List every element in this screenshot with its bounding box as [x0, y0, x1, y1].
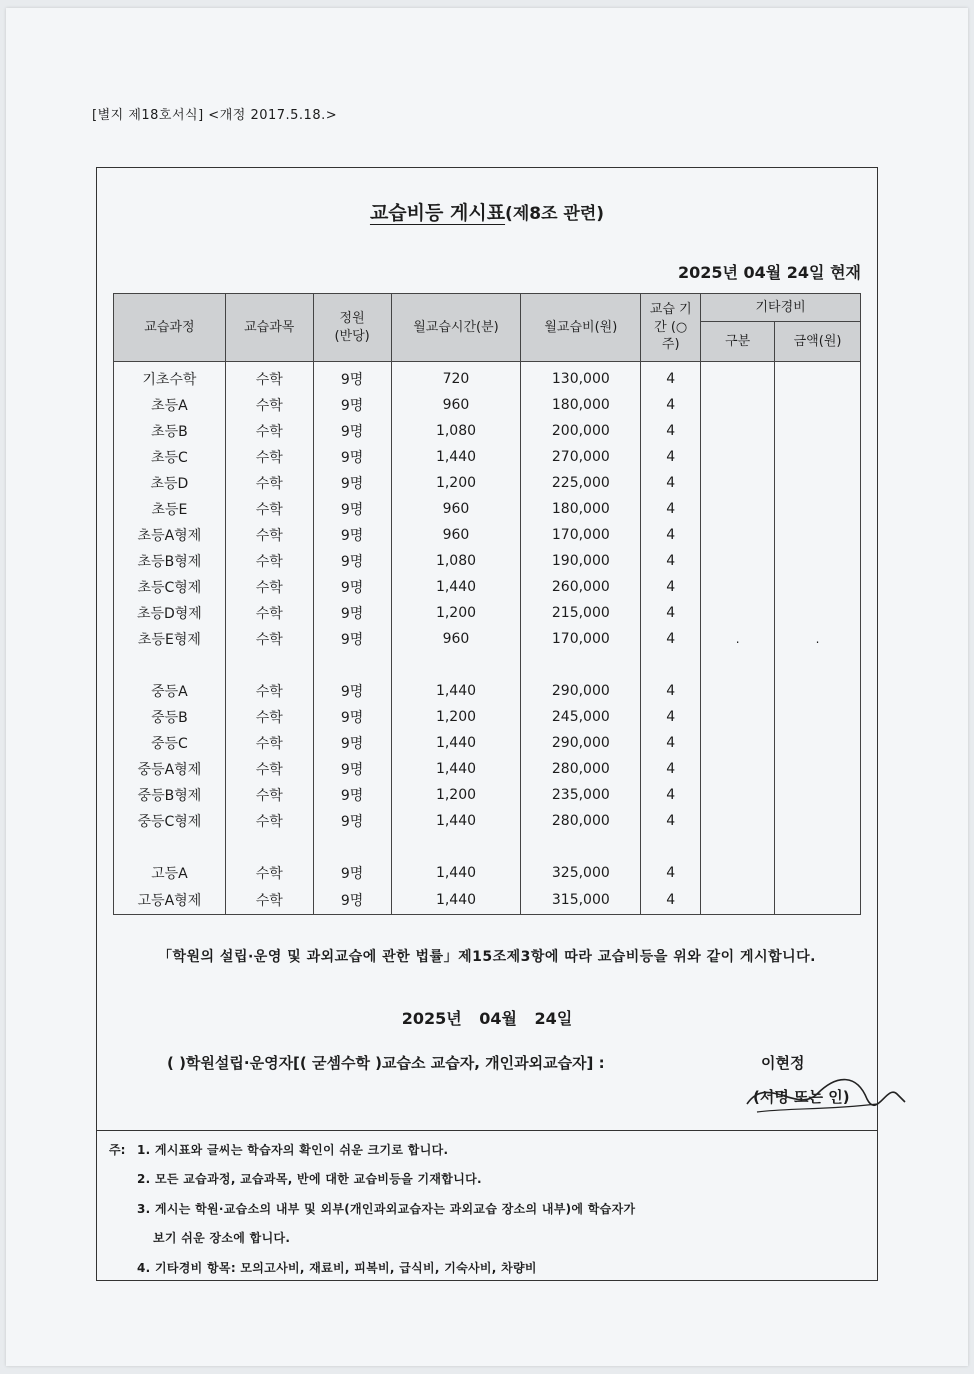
legal-statement: 「학원의 설립·운영 및 과외교습에 관한 법률」제15조제3항에 따라 교습비등을 위와 같이 게시합니다.: [157, 949, 816, 965]
table-cell-course: 초등E: [114, 496, 226, 522]
table-cell: [701, 834, 775, 860]
table-cell-capacity: 9명: [313, 808, 391, 834]
table-cell-category: [701, 418, 775, 444]
table-cell-amount: [775, 678, 861, 704]
table-cell-course: 중등B형제: [114, 782, 226, 808]
table-cell-amount: [775, 574, 861, 600]
table-cell-amount: [775, 704, 861, 730]
table-cell-subject: 수학: [225, 496, 313, 522]
table-cell: [391, 834, 521, 860]
table-cell: [641, 652, 701, 678]
table-cell-minutes: 1,080: [391, 548, 521, 574]
table-cell-minutes: 1,440: [391, 730, 521, 756]
table-cell-category: [701, 704, 775, 730]
table-gap-row: [114, 652, 861, 678]
as-of-date: 2025년 04월 24일 현재: [677, 263, 861, 282]
table-cell-amount: [775, 522, 861, 548]
note-item: 2. 모든 교습과정, 교습과목, 반에 대한 교습비등을 기재합니다.: [137, 1172, 482, 1186]
table-cell-amount: [775, 548, 861, 574]
table-cell-minutes: 1,440: [391, 444, 521, 470]
table-cell-course: 중등A형제: [114, 756, 226, 782]
table-cell-fee: 315,000: [521, 886, 641, 915]
table-cell-subject: 수학: [225, 704, 313, 730]
table-cell-category: [701, 548, 775, 574]
table-cell-capacity: 9명: [313, 548, 391, 574]
table-cell-subject: 수학: [225, 418, 313, 444]
table-cell-category: [701, 444, 775, 470]
table-cell: [701, 652, 775, 678]
header-subject: 교습과목: [225, 294, 313, 362]
table-cell-subject: 수학: [225, 808, 313, 834]
table-cell-minutes: 720: [391, 362, 521, 393]
table-cell-minutes: 960: [391, 496, 521, 522]
note-item: 1. 게시표와 글씨는 학습자의 확인이 쉬운 크기로 합니다.: [137, 1143, 449, 1157]
table-cell-subject: 수학: [225, 860, 313, 886]
table-cell-course: 고등A: [114, 860, 226, 886]
header-amount: 금액(원): [775, 322, 861, 362]
table-cell-minutes: 1,440: [391, 574, 521, 600]
table-cell-course: 중등C: [114, 730, 226, 756]
table-cell-category: [701, 782, 775, 808]
table-cell-weeks: 4: [641, 860, 701, 886]
table-cell-amount: [775, 392, 861, 418]
fee-table-body: [114, 362, 861, 915]
table-cell-subject: 수학: [225, 470, 313, 496]
table-cell-capacity: 9명: [313, 574, 391, 600]
table-cell-course: 초등D형제: [114, 600, 226, 626]
table-cell: [641, 834, 701, 860]
table-cell-weeks: 4: [641, 418, 701, 444]
table-cell-subject: 수학: [225, 782, 313, 808]
table-cell-fee: 235,000: [521, 782, 641, 808]
table-cell-capacity: 9명: [313, 886, 391, 915]
notes-prefix: 주:: [109, 1143, 126, 1157]
table-cell-capacity: 9명: [313, 730, 391, 756]
table-cell-fee: 325,000: [521, 860, 641, 886]
table-cell-minutes: 1,200: [391, 704, 521, 730]
table-cell-weeks: 4: [641, 678, 701, 704]
table-cell-amount: [775, 496, 861, 522]
document-title: [97, 198, 877, 225]
table-cell-weeks: 4: [641, 496, 701, 522]
operator-name: 이현정: [761, 1054, 805, 1072]
table-cell: [114, 652, 226, 678]
table-cell-category: [701, 756, 775, 782]
table-cell-course: 초등B형제: [114, 548, 226, 574]
table-cell-weeks: 4: [641, 808, 701, 834]
table-cell: [521, 834, 641, 860]
table-cell-capacity: 9명: [313, 496, 391, 522]
table-cell-course: 초등A: [114, 392, 226, 418]
table-cell-minutes: 1,440: [391, 808, 521, 834]
table-cell-weeks: 4: [641, 626, 701, 652]
table-cell-amount: [775, 730, 861, 756]
table-cell-amount: [775, 860, 861, 886]
table-cell-capacity: 9명: [313, 626, 391, 652]
table-row: [114, 730, 861, 756]
table-cell-category: .: [701, 626, 775, 652]
table-cell-subject: 수학: [225, 678, 313, 704]
table-cell-subject: 수학: [225, 522, 313, 548]
table-cell-capacity: 9명: [313, 444, 391, 470]
table-cell-amount: [775, 470, 861, 496]
posting-frame: [96, 167, 878, 1281]
table-cell-amount: [775, 600, 861, 626]
table-cell: [225, 834, 313, 860]
note-item: 4. 기타경비 항목: 모의고사비, 재료비, 피복비, 급식비, 기숙사비, 차량비: [137, 1261, 537, 1275]
table-cell-category: [701, 574, 775, 600]
table-cell-capacity: 9명: [313, 860, 391, 886]
table-cell-fee: 245,000: [521, 704, 641, 730]
table-cell-capacity: 9명: [313, 782, 391, 808]
table-cell-course: 중등A: [114, 678, 226, 704]
notes-section: [97, 1130, 877, 1281]
table-cell-course: 초등C: [114, 444, 226, 470]
table-row: [114, 626, 861, 652]
table-cell-subject: 수학: [225, 626, 313, 652]
fee-table: [113, 293, 861, 915]
header-category: 구분: [701, 322, 775, 362]
table-cell-capacity: 9명: [313, 362, 391, 393]
table-cell-amount: [775, 886, 861, 915]
table-cell: [114, 834, 226, 860]
table-cell-fee: 180,000: [521, 496, 641, 522]
table-cell-minutes: 1,200: [391, 600, 521, 626]
table-row: [114, 362, 861, 393]
table-cell-amount: [775, 418, 861, 444]
table-cell-subject: 수학: [225, 444, 313, 470]
table-cell-category: [701, 886, 775, 915]
table-cell-fee: 290,000: [521, 730, 641, 756]
table-cell-course: 초등A형제: [114, 522, 226, 548]
table-cell-fee: 225,000: [521, 470, 641, 496]
table-row: [114, 444, 861, 470]
header-monthly-minutes: 월교습시간(분): [391, 294, 521, 362]
table-cell-minutes: 960: [391, 626, 521, 652]
table-cell-category: [701, 678, 775, 704]
table-cell-amount: .: [775, 626, 861, 652]
table-cell-category: [701, 808, 775, 834]
table-cell-capacity: 9명: [313, 522, 391, 548]
table-cell-amount: [775, 444, 861, 470]
posting-date: 2025년 04월 24일: [401, 1009, 573, 1028]
table-cell-capacity: 9명: [313, 756, 391, 782]
table-cell-subject: 수학: [225, 886, 313, 915]
table-row: [114, 756, 861, 782]
table-row: [114, 782, 861, 808]
table-cell-fee: 280,000: [521, 808, 641, 834]
signature-mark: [737, 1064, 907, 1124]
table-cell-minutes: 960: [391, 392, 521, 418]
table-cell-minutes: 960: [391, 522, 521, 548]
table-cell-fee: 190,000: [521, 548, 641, 574]
table-cell-capacity: 9명: [313, 470, 391, 496]
table-cell-minutes: 1,200: [391, 470, 521, 496]
table-cell-amount: [775, 782, 861, 808]
table-cell: [775, 834, 861, 860]
table-cell-weeks: 4: [641, 886, 701, 915]
table-cell-subject: 수학: [225, 362, 313, 393]
table-row: [114, 418, 861, 444]
table-cell-course: 초등C형제: [114, 574, 226, 600]
table-cell-amount: [775, 362, 861, 393]
table-row: [114, 392, 861, 418]
table-row: [114, 600, 861, 626]
table-cell: [313, 652, 391, 678]
table-cell-capacity: 9명: [313, 600, 391, 626]
table-row: [114, 522, 861, 548]
table-cell-category: [701, 362, 775, 393]
table-cell-subject: 수학: [225, 548, 313, 574]
table-cell-amount: [775, 808, 861, 834]
table-cell-weeks: 4: [641, 600, 701, 626]
table-row: [114, 808, 861, 834]
table-cell-weeks: 4: [641, 548, 701, 574]
table-cell-minutes: 1,440: [391, 886, 521, 915]
table-cell-subject: 수학: [225, 756, 313, 782]
table-cell-weeks: 4: [641, 522, 701, 548]
table-cell-fee: 130,000: [521, 362, 641, 393]
table-cell-subject: 수학: [225, 600, 313, 626]
table-cell-course: 초등B: [114, 418, 226, 444]
table-cell-fee: 280,000: [521, 756, 641, 782]
table-row: [114, 496, 861, 522]
table-cell-subject: 수학: [225, 730, 313, 756]
table-cell-category: [701, 496, 775, 522]
table-row: [114, 860, 861, 886]
table-cell-category: [701, 730, 775, 756]
table-cell-category: [701, 860, 775, 886]
table-cell-fee: 215,000: [521, 600, 641, 626]
table-row: [114, 678, 861, 704]
table-cell-fee: 170,000: [521, 626, 641, 652]
header-period: 교습 기간 (○주): [641, 294, 701, 362]
table-cell-weeks: 4: [641, 362, 701, 393]
table-cell: [521, 652, 641, 678]
table-cell-category: [701, 522, 775, 548]
table-cell-capacity: 9명: [313, 678, 391, 704]
table-cell-minutes: 1,080: [391, 418, 521, 444]
table-cell: [225, 652, 313, 678]
table-cell-amount: [775, 756, 861, 782]
table-cell-subject: 수학: [225, 392, 313, 418]
note-item: 보기 쉬운 장소에 합니다.: [153, 1231, 291, 1245]
header-course: 교습과정: [114, 294, 226, 362]
table-cell-fee: 180,000: [521, 392, 641, 418]
table-cell-capacity: 9명: [313, 704, 391, 730]
table-cell-course: 중등C형제: [114, 808, 226, 834]
table-cell-weeks: 4: [641, 782, 701, 808]
signature-hint: (서명 또는 인): [753, 1088, 850, 1106]
table-gap-row: [114, 834, 861, 860]
table-cell-fee: 260,000: [521, 574, 641, 600]
table-cell-minutes: 1,440: [391, 860, 521, 886]
table-cell-weeks: 4: [641, 574, 701, 600]
table-row: [114, 704, 861, 730]
table-cell: [775, 652, 861, 678]
note-item: 3. 게시는 학원·교습소의 내부 및 외부(개인과외교습자는 과외교습 장소의 내부)에 학습자가: [137, 1202, 636, 1216]
table-cell-course: 고등A형제: [114, 886, 226, 915]
table-cell-minutes: 1,200: [391, 782, 521, 808]
table-cell-fee: 290,000: [521, 678, 641, 704]
table-cell-course: 초등D: [114, 470, 226, 496]
table-row: [114, 886, 861, 915]
table-cell-fee: 270,000: [521, 444, 641, 470]
table-cell-weeks: 4: [641, 444, 701, 470]
table-cell-weeks: 4: [641, 392, 701, 418]
header-monthly-fee: 월교습비(원): [521, 294, 641, 362]
table-cell-category: [701, 470, 775, 496]
table-cell-capacity: 9명: [313, 418, 391, 444]
table-row: [114, 574, 861, 600]
table-cell-weeks: 4: [641, 470, 701, 496]
title-sub: (제8조 관련): [505, 204, 605, 224]
table-cell-category: [701, 600, 775, 626]
table-cell-course: 중등B: [114, 704, 226, 730]
operator-line: ( )학원설립·운영자[( 굳셈수학 )교습소 교습자, 개인과외교습자] :: [167, 1054, 605, 1072]
table-cell-course: 기초수학: [114, 362, 226, 393]
title-main: 교습비등 게시표: [369, 202, 506, 224]
table-cell-subject: 수학: [225, 574, 313, 600]
table-cell: [313, 834, 391, 860]
table-row: [114, 548, 861, 574]
table-cell-minutes: 1,440: [391, 678, 521, 704]
table-cell-weeks: 4: [641, 756, 701, 782]
table-row: [114, 470, 861, 496]
table-cell-weeks: 4: [641, 730, 701, 756]
form-reference: [별지 제18호서식] <개정 2017.5.18.>: [92, 108, 338, 123]
table-cell-weeks: 4: [641, 704, 701, 730]
table-cell-minutes: 1,440: [391, 756, 521, 782]
table-cell-fee: 200,000: [521, 418, 641, 444]
header-capacity: 정원 (반당): [313, 294, 391, 362]
table-cell: [391, 652, 521, 678]
table-cell-course: 초등E형제: [114, 626, 226, 652]
table-cell-category: [701, 392, 775, 418]
table-cell-fee: 170,000: [521, 522, 641, 548]
table-cell-capacity: 9명: [313, 392, 391, 418]
header-other-expenses: 기타경비: [701, 294, 861, 322]
